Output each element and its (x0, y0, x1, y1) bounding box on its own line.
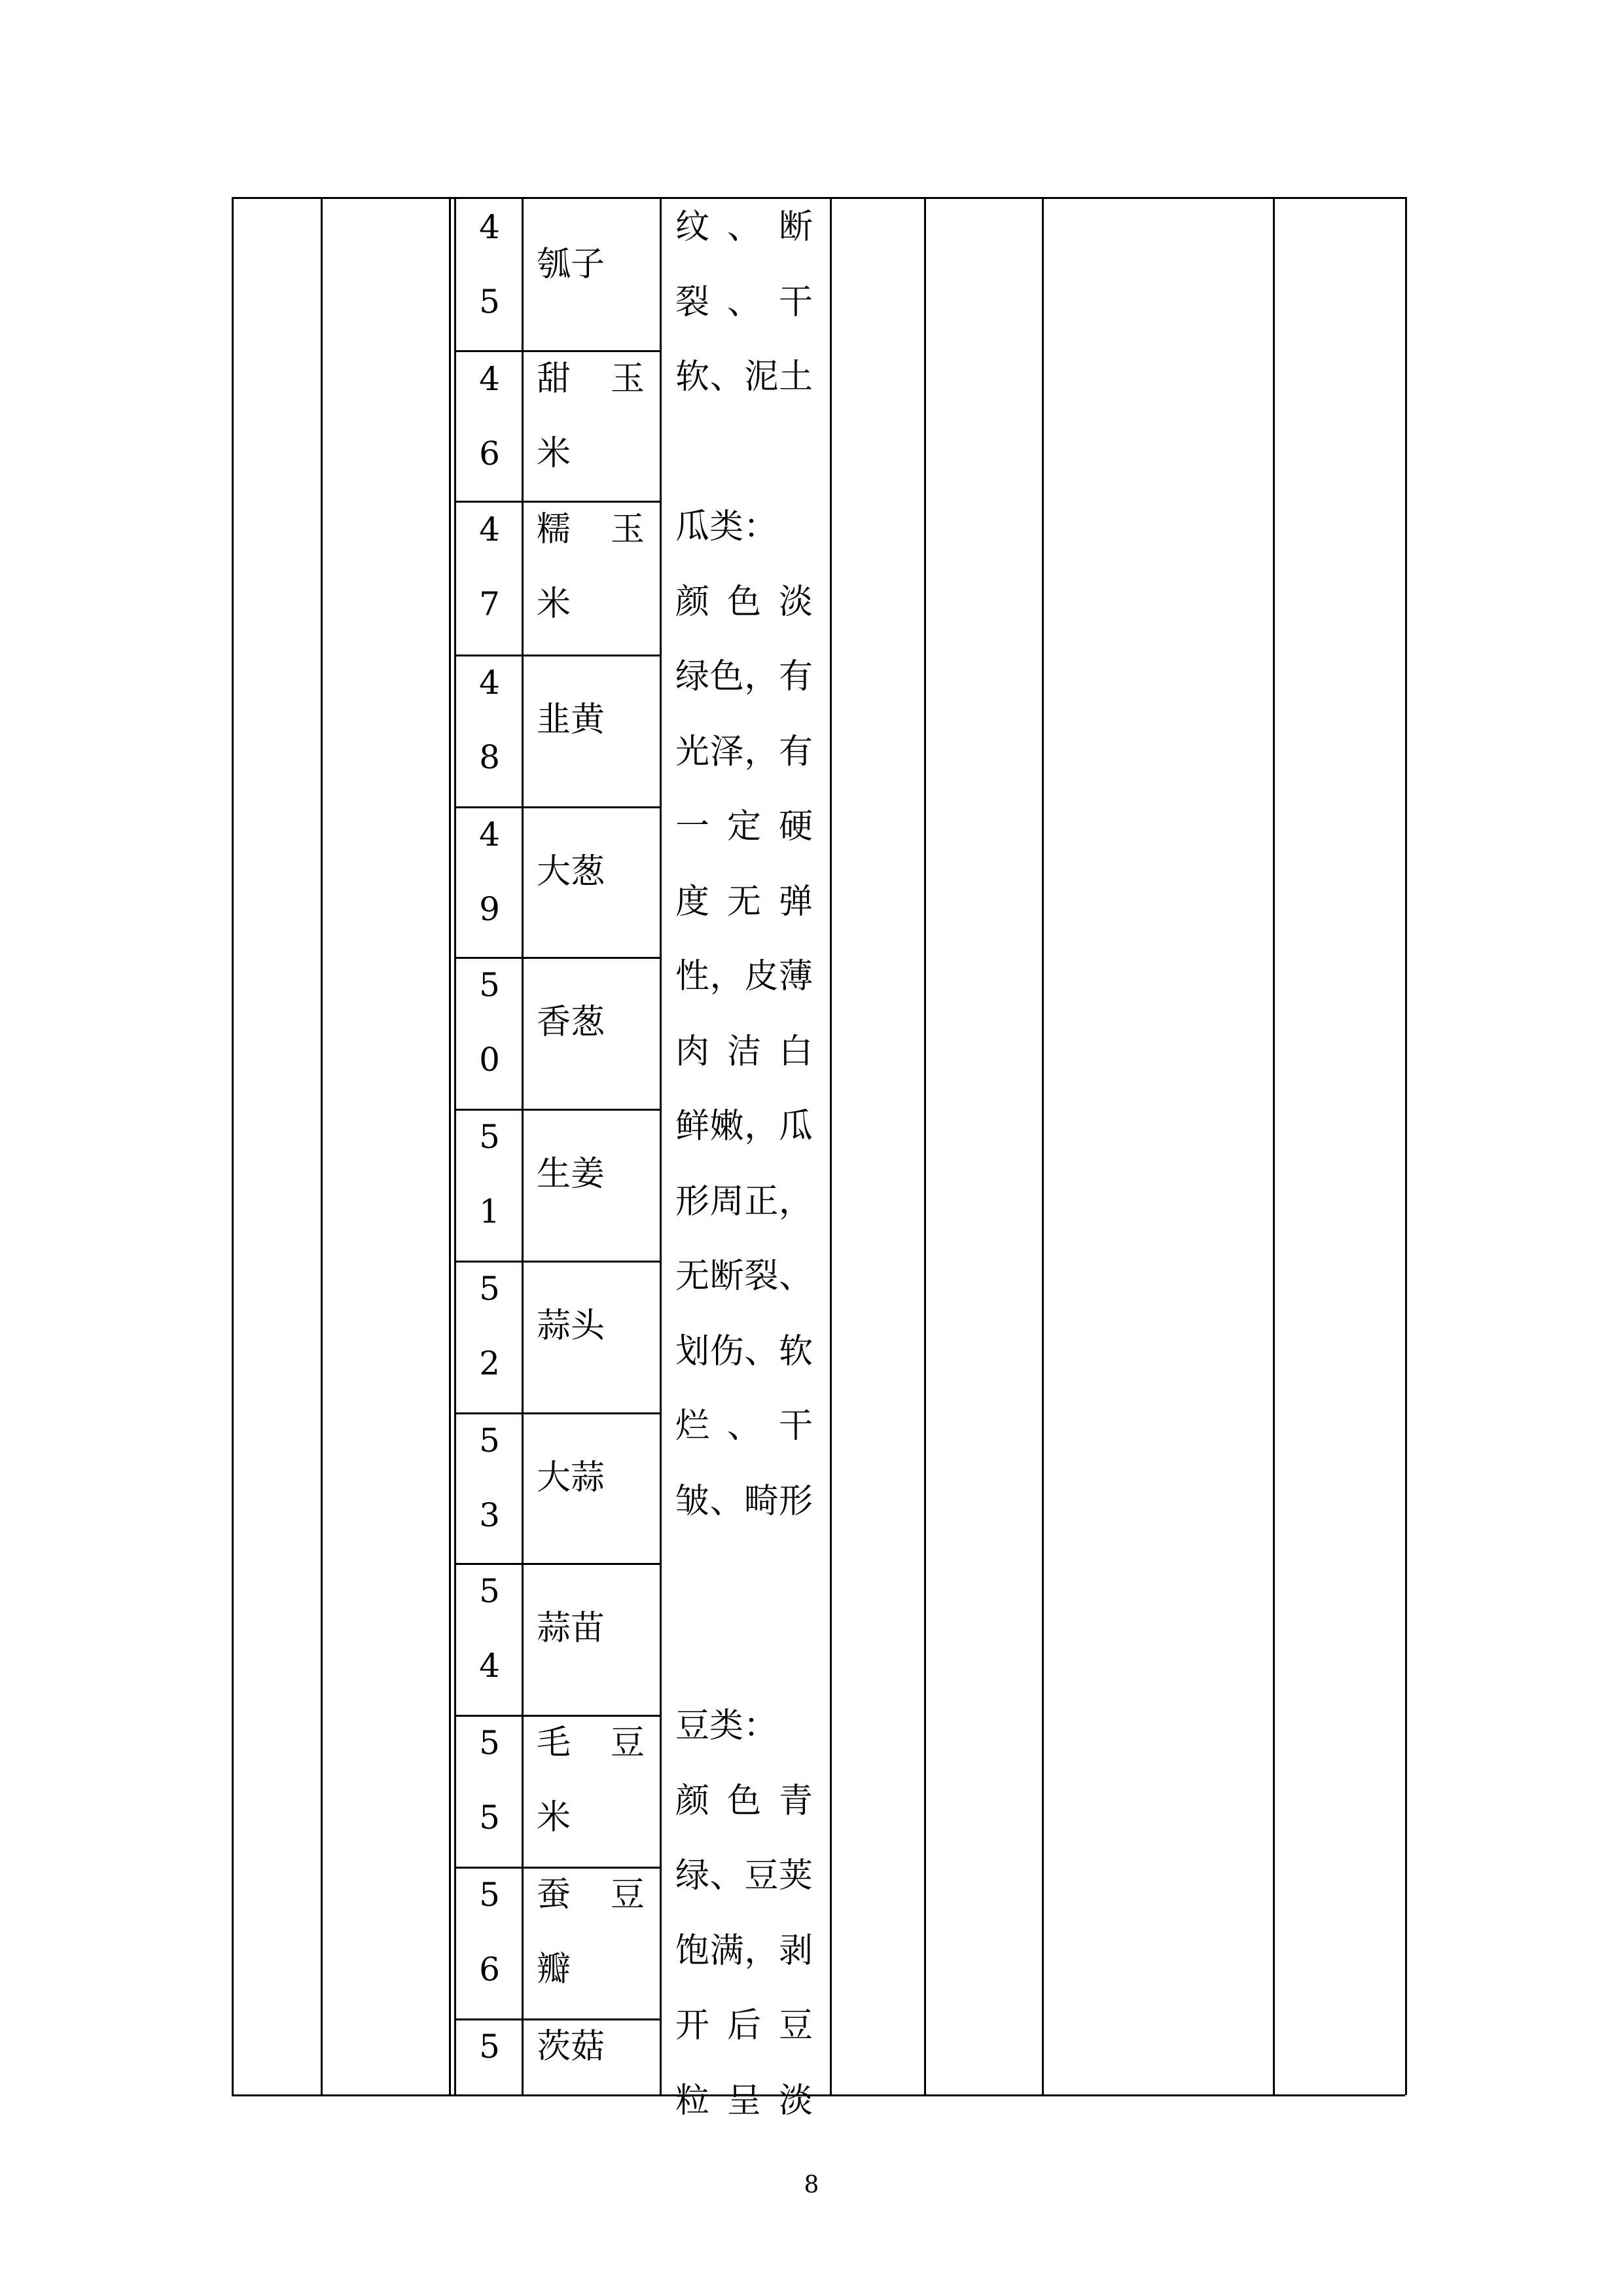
item-number: 4 5 (479, 208, 500, 321)
item-number: 5 0 (479, 966, 500, 1079)
description-line: 瓜类： (675, 507, 778, 547)
quality-description (675, 190, 813, 2138)
description-line: 一定硬 (675, 807, 813, 846)
description-line: 肉洁白 (675, 1031, 813, 1071)
description-line: 裂、干 (675, 282, 813, 322)
item-name-text: 糯 玉 米 (537, 510, 645, 624)
description-line: 颜色淡 (675, 582, 813, 622)
item-name: 香葱 (537, 1003, 605, 1042)
description-line (675, 1539, 813, 1614)
item-name-text: 毛 豆 米 (537, 1723, 645, 1837)
description-line: 饱满，剥 (675, 1931, 813, 1971)
item-number: 4 6 (479, 360, 500, 473)
item-number: 5 (479, 2028, 500, 2066)
description-line: 性，皮薄 (675, 957, 813, 996)
description-line: 粒呈淡 (675, 2081, 813, 2121)
description-line: 烂、干 (675, 1407, 813, 1446)
item-number: 4 7 (479, 511, 500, 623)
description-line: 软、泥土 (675, 357, 813, 397)
item-name (537, 342, 654, 491)
description-line: 绿、豆荚 (675, 1856, 813, 1895)
description-line: 皱、畸形 (675, 1481, 813, 1521)
page-number: 8 (804, 2172, 819, 2198)
description-line: 开后豆 (675, 2006, 813, 2045)
item-name: 蒜苗 (537, 1609, 605, 1648)
item-name: 韭黄 (537, 700, 605, 740)
item-name-text: 甜 玉 米 (537, 359, 645, 473)
description-line: 颜色青 (675, 1781, 813, 1821)
item-number: 5 4 (479, 1572, 500, 1685)
description-line: 绿色，有 (675, 657, 813, 696)
item-name: 蒜头 (537, 1306, 605, 1346)
description-line (675, 1614, 813, 1689)
item-name: 大蒜 (537, 1458, 605, 1498)
item-name: 茨菇 (537, 2027, 605, 2066)
description-line: 纹、断 (675, 207, 813, 247)
item-number: 5 5 (479, 1724, 500, 1837)
item-number: 5 2 (479, 1270, 500, 1382)
description-line (675, 415, 813, 490)
description-line: 鲜嫩，瓜 (675, 1107, 813, 1146)
item-number: 4 9 (479, 816, 500, 928)
item-number: 5 3 (479, 1422, 500, 1534)
item-number: 5 1 (479, 1118, 500, 1230)
item-name: 生姜 (537, 1155, 605, 1194)
item-name (537, 1857, 654, 2007)
item-number: 4 8 (479, 664, 500, 776)
item-name: 瓠子 (537, 245, 605, 284)
item-name (537, 1706, 654, 1855)
item-number: 5 6 (479, 1876, 500, 1988)
item-name-text: 蚕 豆 瓣 (537, 1875, 645, 1989)
item-name (537, 492, 654, 641)
description-line: 形周正， (675, 1181, 813, 1221)
description-line: 无断裂、 (675, 1257, 813, 1296)
description-line: 豆类： (675, 1706, 778, 1746)
description-line: 光泽，有 (675, 732, 813, 772)
description-line: 划伤、软 (675, 1331, 813, 1371)
description-line: 度无弹 (675, 882, 813, 922)
item-name: 大葱 (537, 852, 605, 891)
